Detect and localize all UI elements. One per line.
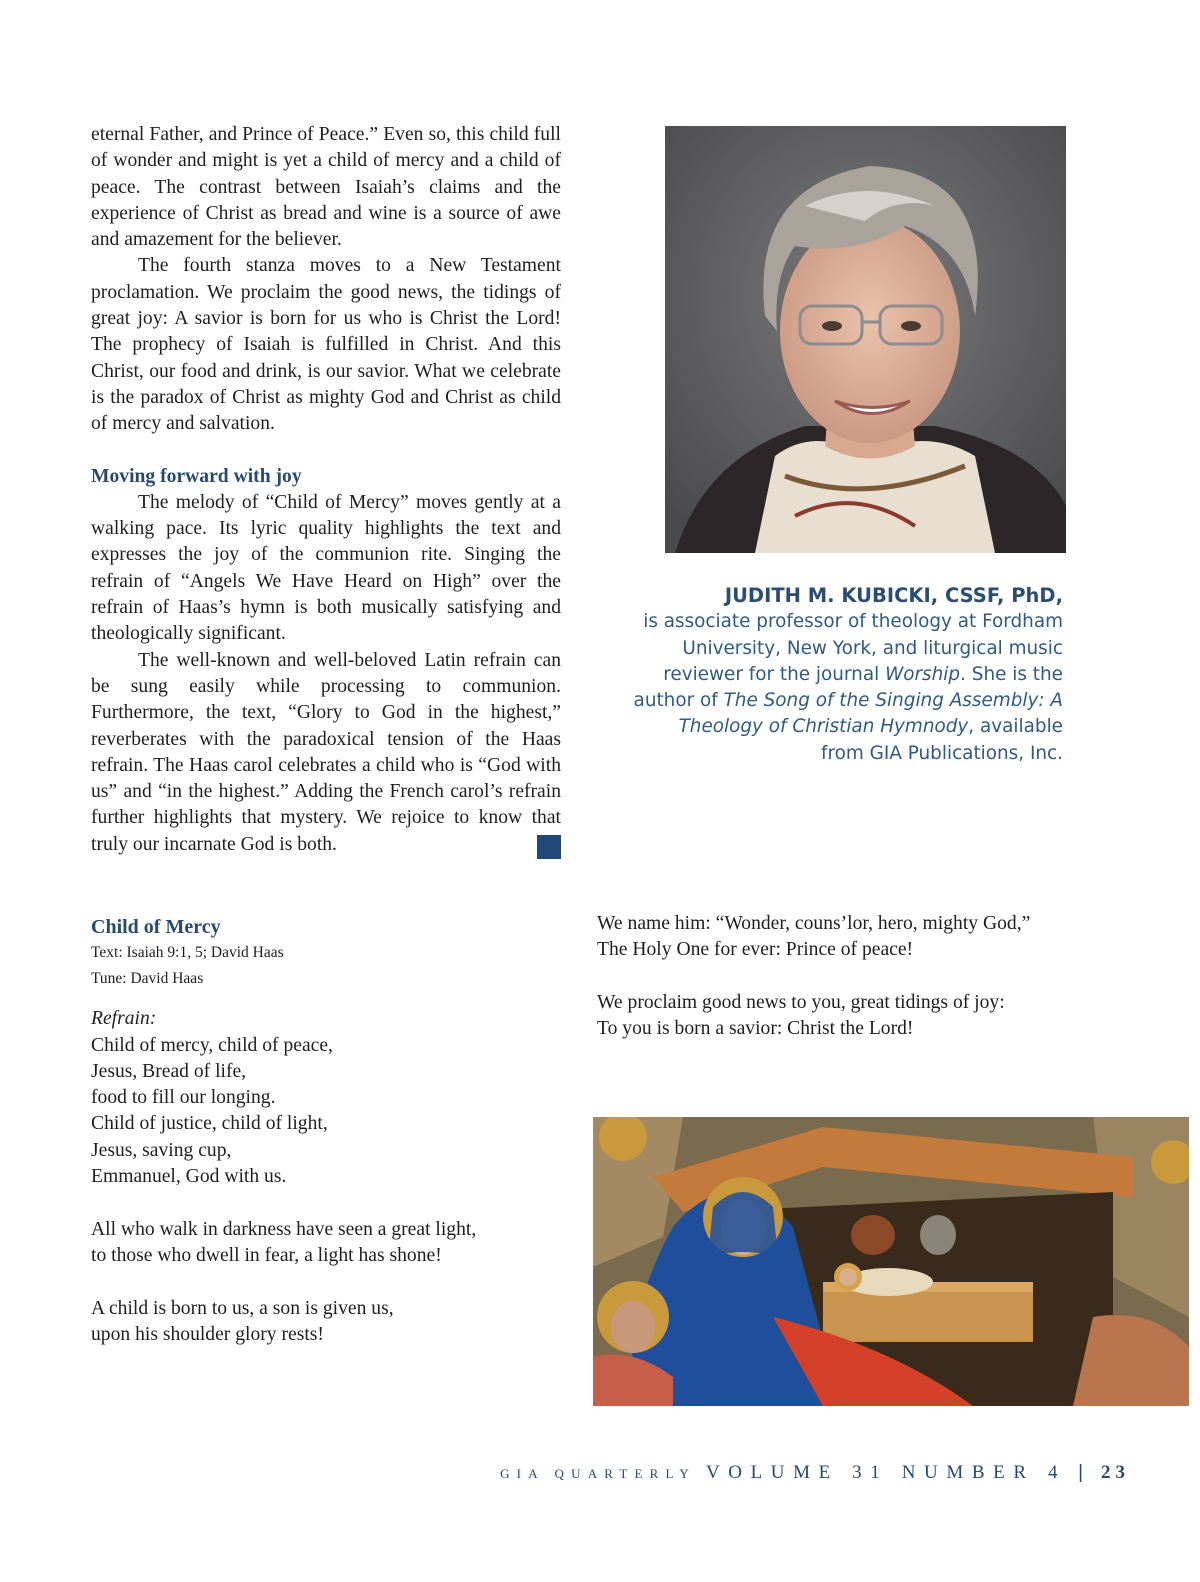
page-number: 23 <box>1101 1462 1130 1483</box>
hymn-line: We name him: “Wonder, couns’lor, hero, mighty God,” <box>597 913 1031 934</box>
article-paragraph-text: The well-known and well-beloved Latin refrain can be sung easily while processing to communion. Furthermore, the text, “Glory to God in the highest,” reverberates with the paradoxical tension of the Haas refrain. The Haas carol celebrates a child who is “God with us” and “in the highest.” Adding the French carol’s refrain further highlights that mystery. We rejoice to know that truly our incarnate God is both. <box>91 649 561 855</box>
hymn-line: Emmanuel, God with us. <box>91 1166 287 1188</box>
hymn-text-credit: Text: Isaiah 9:1, 5; David Haas <box>91 944 284 962</box>
hymn-line: food to fill our longing. <box>91 1087 276 1109</box>
book-title: The Song of the Singing Assembly: A Theology of Christian Hymnody <box>678 690 1063 738</box>
nativity-painting <box>593 1117 1189 1406</box>
hymn-line: Jesus, Bread of life, <box>91 1060 247 1082</box>
hymn-stanza <box>597 911 1117 964</box>
hymn-stanza <box>91 1217 571 1270</box>
hymn-line: to those who dwell in fear, a light has shone! <box>91 1244 442 1266</box>
hymn-stanza <box>597 990 1117 1043</box>
hymn-line: Child of justice, child of light, <box>91 1113 328 1135</box>
article-paragraph: The fourth stanza moves to a New Testament proclamation. We proclaim the good news, the tidings of great joy: A savior is born for us who is Christ the Lord! The prophecy of Isaiah is fulfilled in Christ. And this Christ, our food and drink, is our savior. What we celebrate is the paradox of Christ as mighty God and Christ as child of mercy and salvation. <box>91 255 561 435</box>
hymn-title: Child of Mercy <box>91 916 221 938</box>
hymn-line: upon his shoulder glory rests! <box>91 1323 324 1345</box>
hymn-line: Child of mercy, child of peace, <box>91 1034 333 1056</box>
volume-number: VOLUME 31 NUMBER 4 <box>705 1462 1067 1483</box>
article-paragraph: eternal Father, and Prince of Peace.” Even so, this child full of wonder and might is yet a child of mercy and a child of peace. The contrast between Isaiah’s claims and the experience of Christ as bread and wine is a source of awe and amazement for the believer. <box>91 124 561 251</box>
hymn-line: We proclaim good news to you, great tidings of joy: <box>597 991 1005 1013</box>
section-heading: Moving forward with joy <box>91 465 302 487</box>
article-paragraph <box>91 648 561 858</box>
hymn-text-right <box>597 911 1117 1069</box>
article-body <box>91 122 561 859</box>
hymn-line: To you is born a savior: Christ the Lord! <box>597 1018 914 1040</box>
hymn-refrain <box>91 1033 571 1191</box>
hymn-stanza <box>91 1296 571 1349</box>
hymn-line: A child is born to us, a son is given us, <box>91 1297 394 1319</box>
journal-title: Worship <box>885 663 961 685</box>
author-photo <box>665 126 1066 553</box>
end-of-article-mark <box>537 835 561 859</box>
article-paragraph: The melody of “Child of Mercy” moves gently at a walking pace. Its lyric quality highlights the text and expresses the joy of the communion rite. Singing the refrain of “Angels We Have Heard on High” over the refrain of Haas’s hymn is both musically satisfying and theologically significant. <box>91 491 561 645</box>
footer-separator: | <box>1078 1462 1083 1483</box>
author-portrait-illustration <box>665 126 1066 553</box>
hymn-line: The Holy One for ever: Prince of peace! <box>597 939 914 961</box>
hymn-line: Jesus, saving cup, <box>91 1139 232 1161</box>
page-footer <box>400 1462 1130 1484</box>
hymn-tune-credit: Tune: David Haas <box>91 970 204 988</box>
author-name: JUDITH M. KUBICKI, CSSF, PhD, <box>724 584 1063 607</box>
refrain-label: Refrain: <box>91 1008 157 1030</box>
author-bio <box>630 583 1063 767</box>
nativity-illustration <box>593 1117 1189 1406</box>
author-bio-text: is associate professor of theology at Fordham University, New York, and liturgical music reviewer for the journal Worship. She is the author of The Song of the Singing Assembly: A Theology of Christian Hymnody, available from GIA Publications, Inc. <box>633 611 1063 764</box>
hymn-text-left <box>91 914 571 1374</box>
hymn-line: All who walk in darkness have seen a great light, <box>91 1218 477 1240</box>
publication-name: GIA QUARTERLY <box>500 1466 696 1481</box>
